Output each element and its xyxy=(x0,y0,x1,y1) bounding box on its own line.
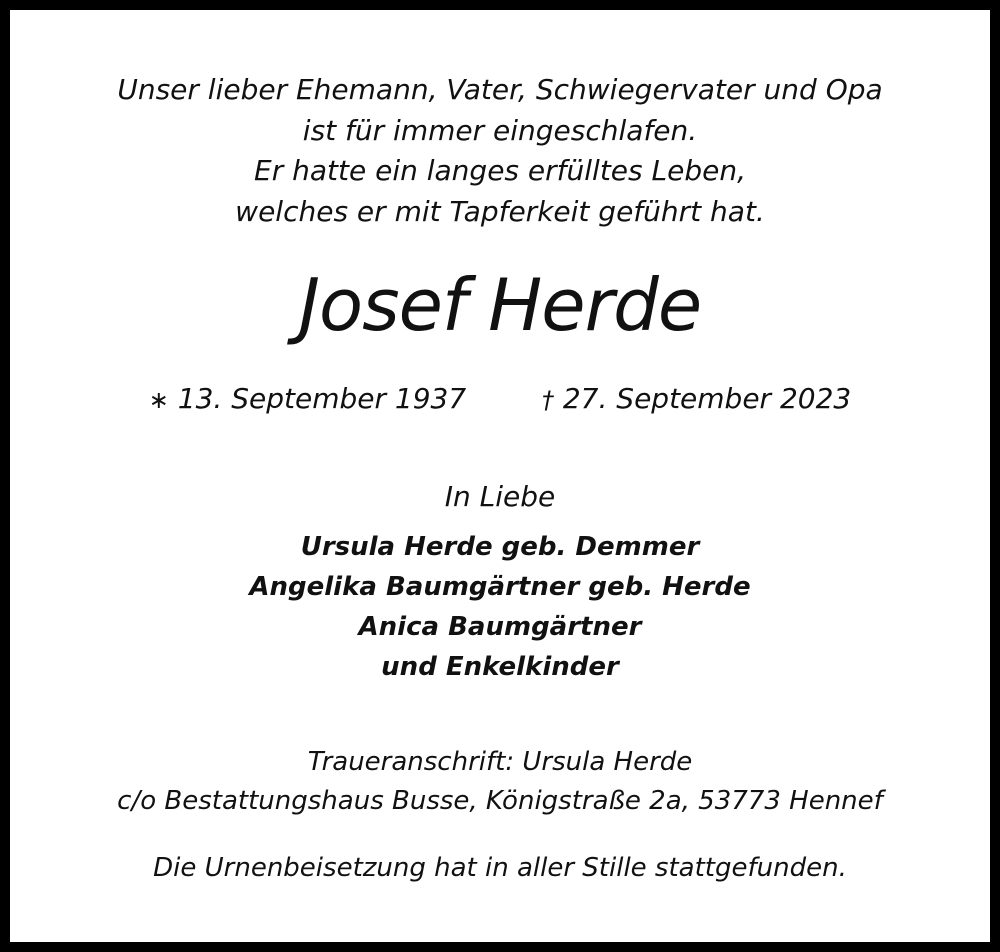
birth-date: 13. September 1937 xyxy=(177,382,467,415)
closing-line: Die Urnenbeisetzung hat in aller Stille stattgefunden. xyxy=(153,853,847,883)
birth-star-icon: ∗ xyxy=(148,386,169,414)
address-line-2: c/o Bestattungshaus Busse, Königstraße 2a, 53773 Hennef xyxy=(117,786,883,816)
life-dates xyxy=(0,379,1000,420)
intro-line-3: Er hatte ein langes erfülltes Leben, xyxy=(254,154,746,187)
death-date: 27. September 2023 xyxy=(562,382,852,415)
mourner-1: Ursula Herde geb. Demmer xyxy=(300,532,700,562)
address-line-1: Traueranschrift: Ursula Herde xyxy=(307,747,693,777)
intro-line-4: welches er mit Tapferkeit geführt hat. xyxy=(235,195,765,228)
death-cross-icon: † xyxy=(541,386,554,414)
mourner-2: Angelika Baumgärtner geb. Herde xyxy=(249,572,751,602)
mourner-3: Anica Baumgärtner xyxy=(358,612,642,642)
mourner-4: und Enkelkinder xyxy=(381,652,619,682)
intro-line-1: Unser lieber Ehemann, Vater, Schwiegervater und Opa xyxy=(117,73,883,106)
intro-line-2: ist für immer eingeschlafen. xyxy=(302,114,698,147)
deceased-name: Josef Herde xyxy=(298,263,702,347)
love-heading: In Liebe xyxy=(444,480,556,513)
